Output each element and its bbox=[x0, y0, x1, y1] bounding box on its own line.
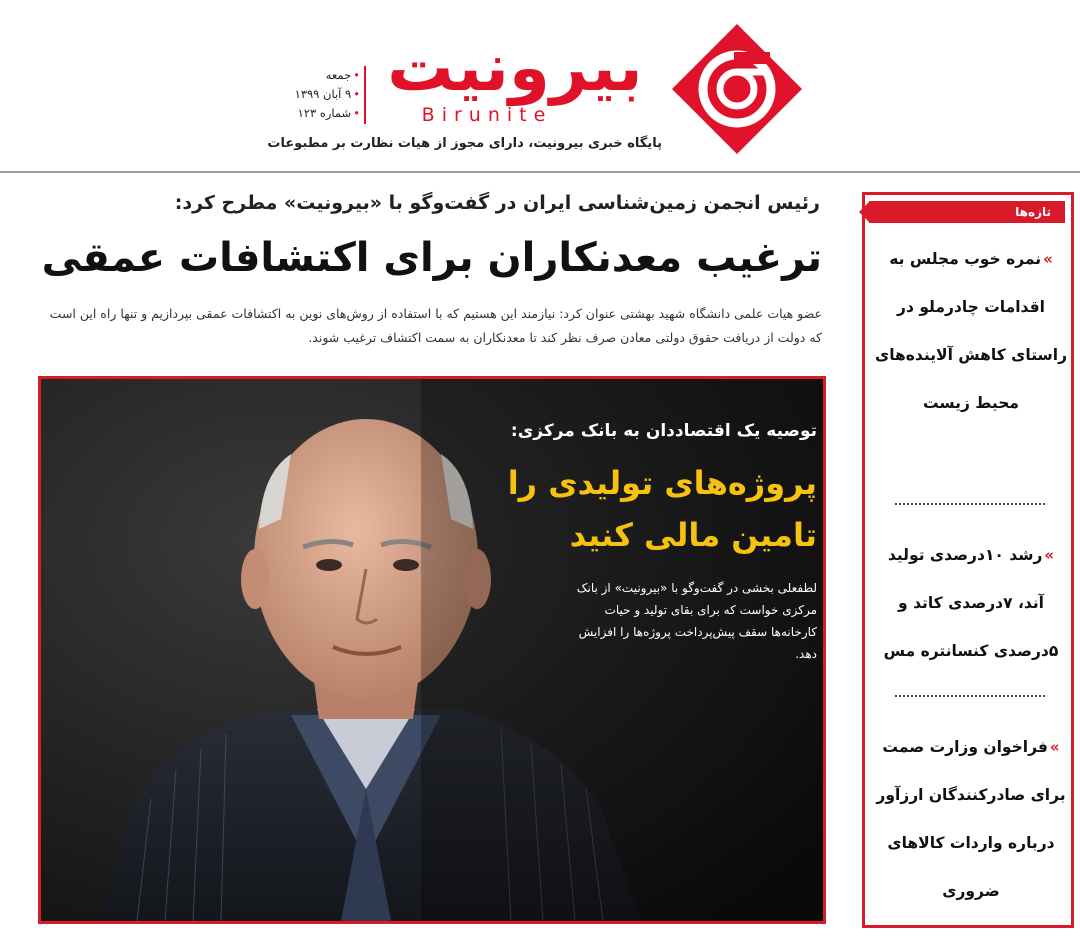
news-divider bbox=[895, 503, 1045, 505]
birunite-logo-icon[interactable] bbox=[670, 22, 804, 156]
masthead-divider bbox=[0, 171, 1080, 173]
logo-wordmark[interactable]: بیرونیت bbox=[387, 29, 643, 106]
news-item-label: رشد ۱۰درصدی تولید آند، ۷درصدی کاتد و ۵درصدی کنسانتره مس bbox=[883, 546, 1059, 660]
latest-news-tab[interactable] bbox=[869, 201, 1065, 223]
photo-story-body: لطفعلی بخشی در گفت‌وگو با «بیرونیت» از بانک مرکزی خواست که برای بقای تولید و حیات کارخانه‌ها سقف پیش‌پرداخت پروژه‌ها را افزایش دهد. bbox=[576, 581, 817, 661]
chevron-icon: » bbox=[1044, 546, 1055, 564]
site-tagline: پایگاه خبری بیرونیت، دارای مجوز از هیات نظارت بر مطبوعات bbox=[267, 136, 662, 151]
news-item[interactable] bbox=[873, 235, 1069, 427]
news-item[interactable] bbox=[873, 723, 1069, 915]
main-story-headline[interactable]: ترغیب معدنکاران برای اکتشافات عمقی bbox=[41, 235, 822, 281]
latest-news-title: تازه‌ها bbox=[1015, 205, 1051, 219]
photo-story-headline[interactable]: پروژه‌های تولیدی را تامین مالی کنید bbox=[507, 464, 817, 554]
issue-date: • ۹ آبان ۱۳۹۹ bbox=[286, 85, 360, 104]
news-item-label: فراخوان وزارت صمت برای صادرکنندگان ارزآور درباره واردات کالاهای ضروری bbox=[876, 738, 1066, 900]
news-item-label: نمره خوب مجلس به اقدامات چادرملو در راستای کاهش آلاینده‌های محیط زیست bbox=[875, 250, 1067, 412]
photo-story-kicker: توصیه یک اقتصاددان به بانک مرکزی: bbox=[510, 421, 817, 441]
issue-info bbox=[286, 66, 366, 124]
issue-day: • جمعه bbox=[286, 66, 360, 85]
logo-wordmark-latin: Birunite bbox=[421, 104, 553, 126]
chevron-icon: » bbox=[1043, 250, 1053, 268]
news-divider bbox=[895, 695, 1045, 697]
main-story-kicker: رئیس انجمن زمین‌شناسی ایران در گفت‌وگو با «بیرونیت» مطرح کرد: bbox=[174, 192, 820, 214]
tab-arrow-icon bbox=[859, 201, 870, 223]
masthead bbox=[0, 0, 1080, 172]
latest-news-sidebar bbox=[862, 192, 1074, 928]
chevron-icon: » bbox=[1049, 738, 1060, 756]
main-story-lead: عضو هیات علمی دانشگاه شهید بهشتی عنوان کرد: نیازمند این هستیم که با استفاده از روش‌های نوین به اکتشافات عمقی بپردازیم و تنها راه این است که دولت از دریافت حقوق دولتی معادن صرف نظر کند تا معدنکاران به سمت اکتشاف ترغیب شوند. bbox=[49, 306, 822, 345]
issue-number: • شماره ۱۲۳ bbox=[286, 104, 360, 123]
news-item[interactable] bbox=[873, 531, 1069, 675]
photo-feature[interactable] bbox=[38, 376, 826, 924]
